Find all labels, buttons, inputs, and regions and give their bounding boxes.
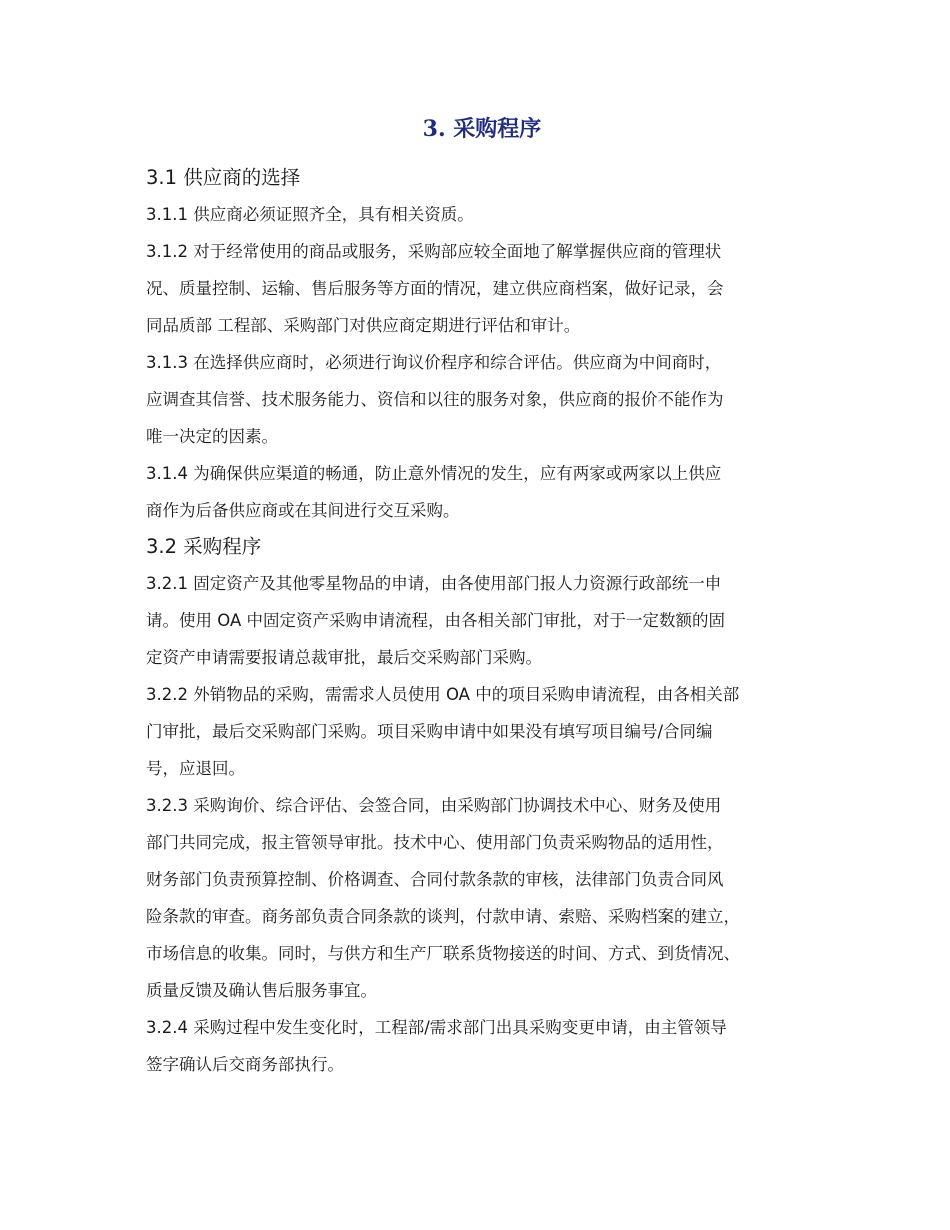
text-line: 门审批，最后交采购部门采购。项目采购申请中如果没有填写项目编号/合同编: [146, 722, 713, 741]
paragraph-3-2-4: [146, 1009, 818, 1083]
section-heading: 3.1 供应商的选择: [146, 166, 301, 189]
text-line: 请。使用 OA 中固定资产采购申请流程，由各相关部门审批，对于一定数额的固: [146, 611, 725, 630]
text-line: 3.1.2 对于经常使用的商品或服务，采购部应较全面地了解掌握供应商的管理状: [146, 242, 722, 261]
text-line: 定资产申请需要报请总裁审批，最后交采购部门采购。: [146, 648, 542, 667]
text-line: 号，应退回。: [146, 759, 245, 778]
text-line: 3.2.2 外销物品的采购，需需求人员使用 OA 中的项目采购申请流程，由各相关部: [146, 685, 740, 704]
text-line: 市场信息的收集。同时，与供方和生产厂联系货物接送的时间、方式、到货情况、: [146, 944, 740, 963]
text-line: 应调查其信誉、技术服务能力、资信和以往的服务对象，供应商的报价不能作为: [146, 390, 724, 409]
text-line: 3.1.4 为确保供应渠道的畅通，防止意外情况的发生，应有两家或两家以上供应: [146, 464, 722, 483]
text-line: 3.2.1 固定资产及其他零星物品的申请，由各使用部门报人力资源行政部统一申: [146, 574, 722, 593]
text-line: 险条款的审查。商务部负责合同条款的谈判，付款申请、索赔、采购档案的建立，: [146, 907, 740, 926]
paragraph-3-1-3: [146, 344, 818, 455]
text-line: 签字确认后交商务部执行。: [146, 1055, 344, 1074]
text-line: 唯一决定的因素。: [146, 427, 278, 446]
text-line: 3.1.1 供应商必须证照齐全，具有相关资质。: [146, 205, 474, 224]
text-line: 部门共同完成，报主管领导审批。技术中心、使用部门负责采购物品的适用性，: [146, 833, 724, 852]
text-line: 3.1.3 在选择供应商时，必须进行询议价程序和综合评估。供应商为中间商时，: [146, 353, 722, 372]
text-line: 质量反馈及确认售后服务事宜。: [146, 981, 377, 1000]
paragraph-3-2-1: [146, 565, 818, 676]
text-line: 商作为后备供应商或在其间进行交互采购。: [146, 501, 460, 520]
text-line: 3.2.3 采购询价、综合评估、会签合同，由采购部门协调技术中心、财务及使用: [146, 796, 722, 815]
paragraph-3-1-4: [146, 455, 818, 529]
paragraph-3-1-2: [146, 233, 818, 344]
paragraph-3-2-3: [146, 787, 818, 1009]
document-body: [146, 160, 818, 1083]
text-line: 3.2.4 采购过程中发生变化时，工程部/需求部门出具采购变更申请，由主管领导: [146, 1018, 727, 1037]
section-heading: 3.2 采购程序: [146, 535, 262, 558]
paragraph-3-2-2: [146, 676, 818, 787]
page-title: 3. 采购程序: [422, 116, 542, 142]
text-line: 财务部门负责预算控制、价格调查、合同付款条款的审核，法律部门负责合同风: [146, 870, 724, 889]
text-line: 同品质部 工程部、采购部门对供应商定期进行评估和审计。: [146, 316, 581, 335]
paragraph-3-1-1: [146, 196, 818, 233]
text-line: 况、质量控制、运输、售后服务等方面的情况，建立供应商档案，做好记录，会: [146, 279, 724, 298]
